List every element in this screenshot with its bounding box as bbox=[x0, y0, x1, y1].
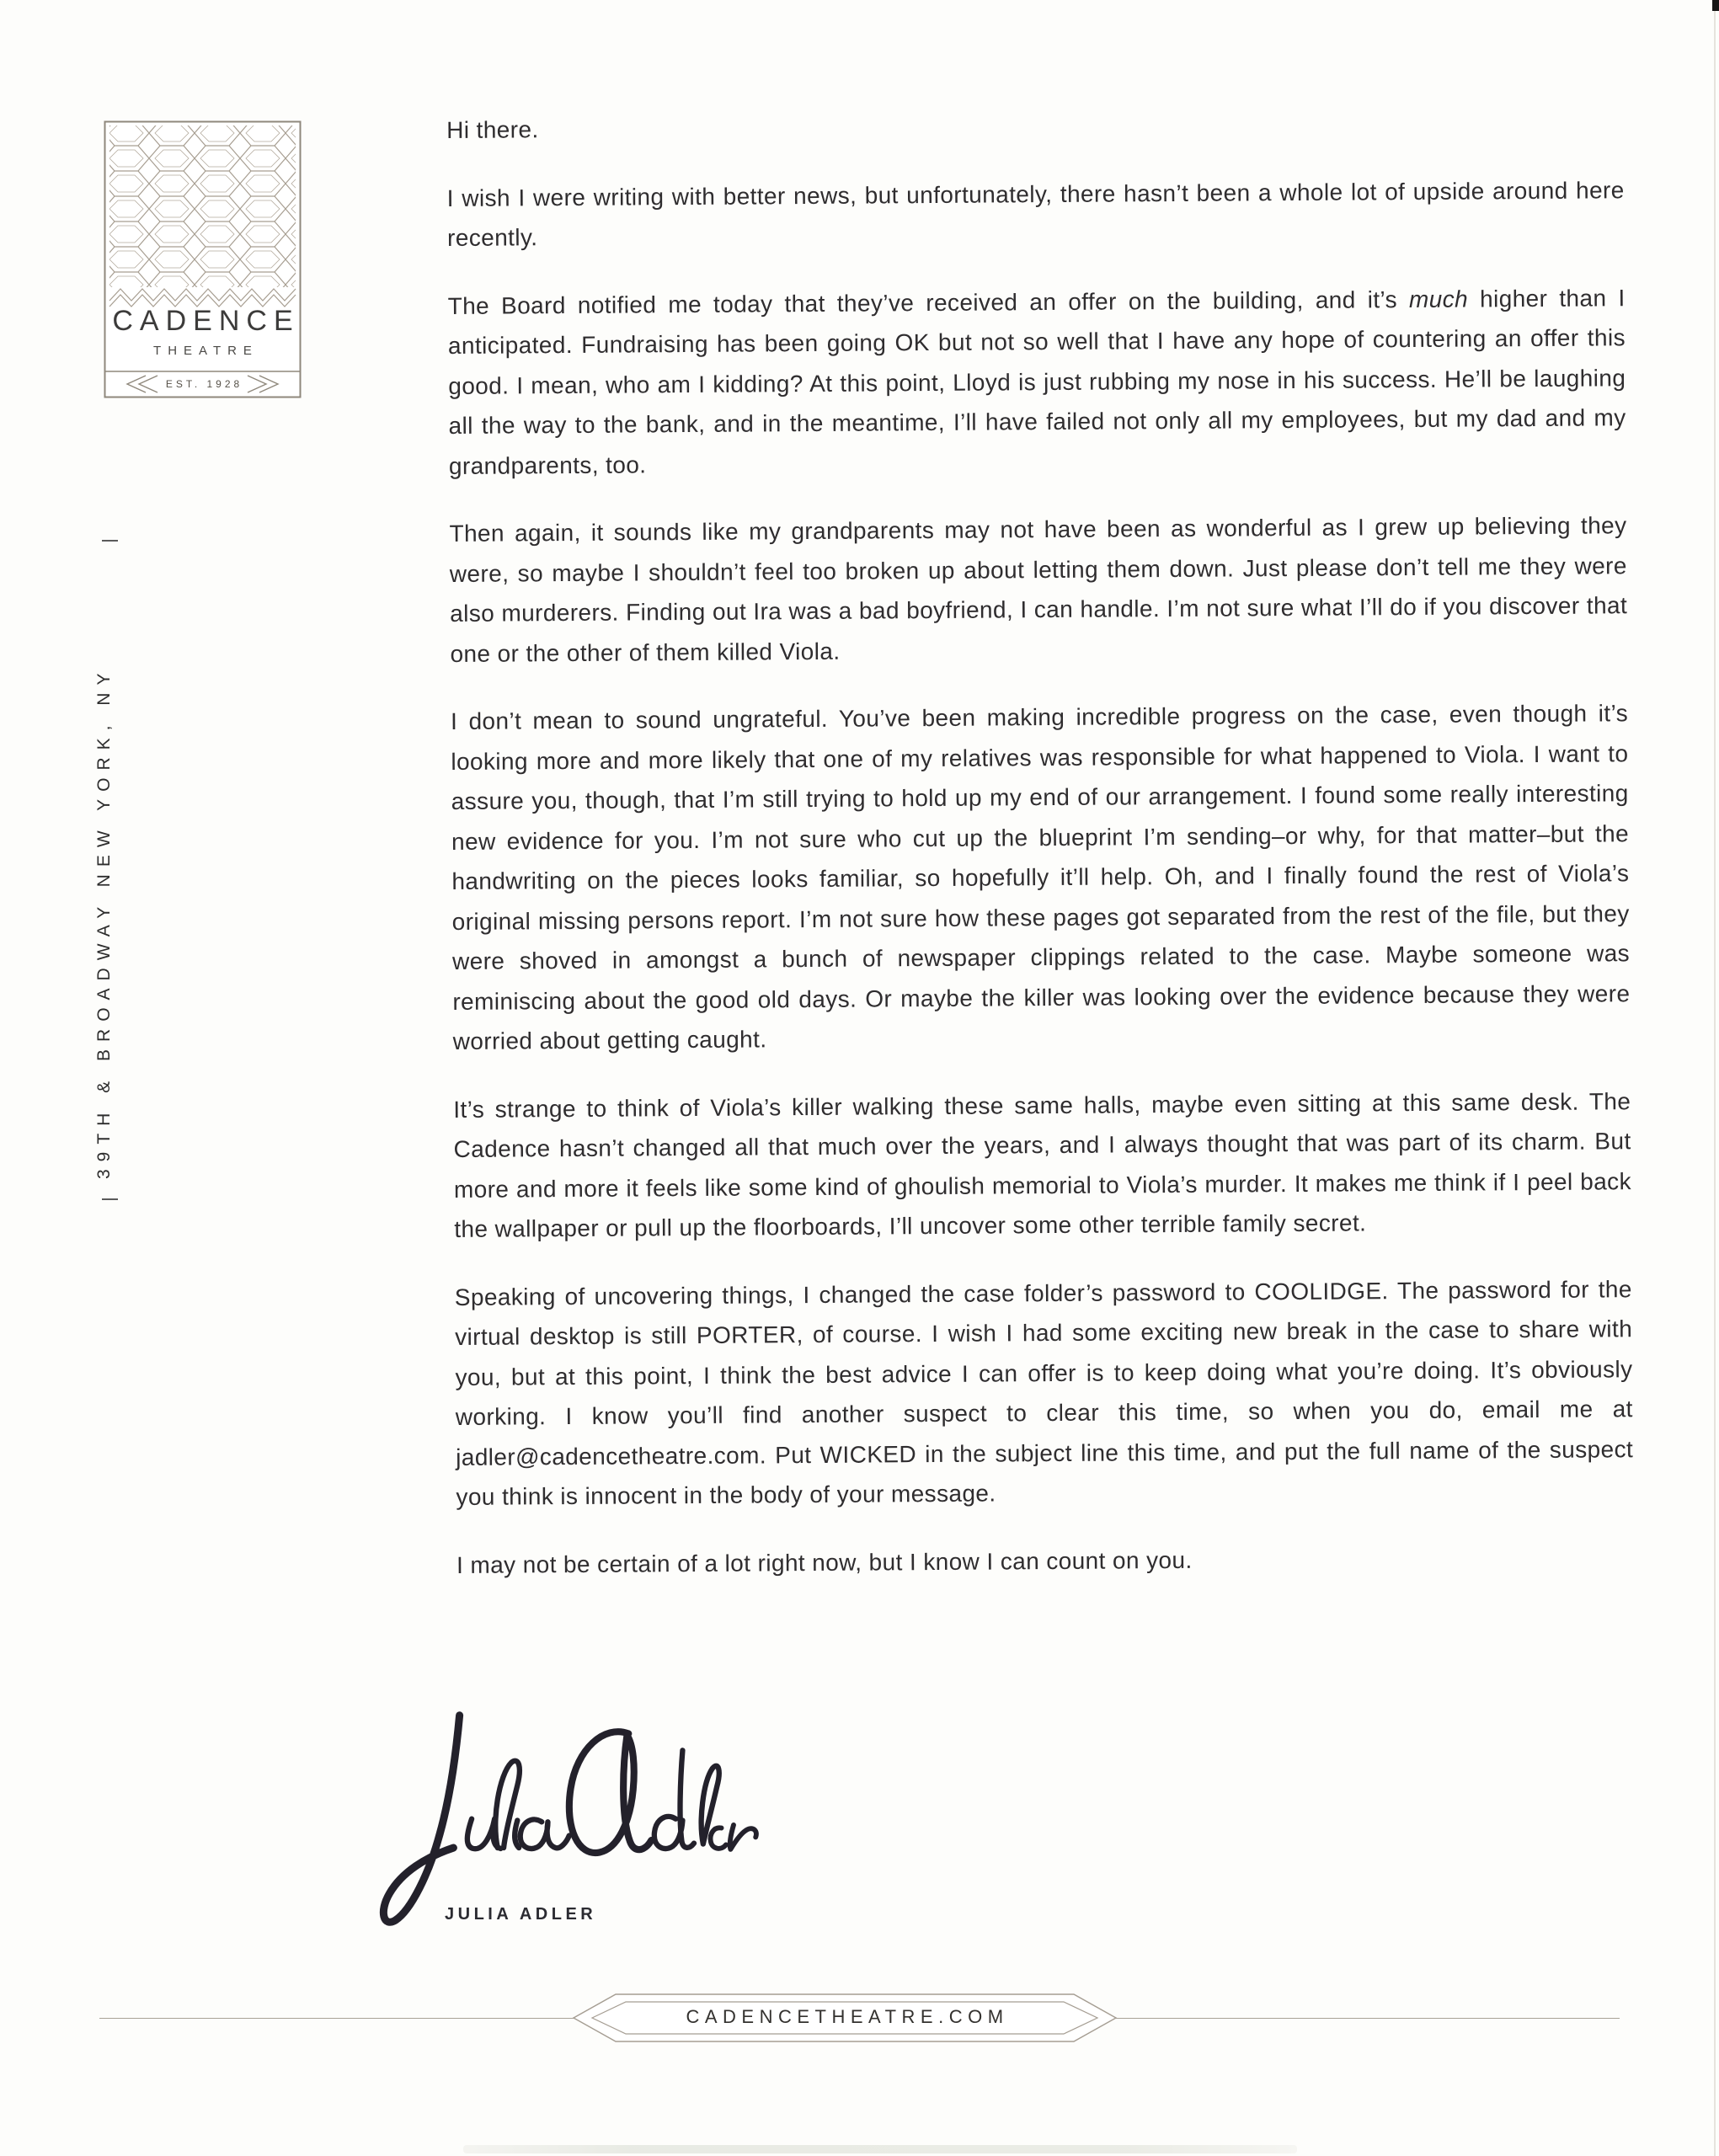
hex-pattern-icon bbox=[109, 125, 296, 287]
website-badge bbox=[567, 1991, 1123, 2045]
website-url: CADENCETHEATRE.COM bbox=[686, 2006, 1009, 2027]
paragraph: It’s strange to think of Viola’s killer walking these same halls, maybe even sitting at this same desk. The Cadence hasn’t changed all that much over the years, and I always thought that was part of its charm. But more and more it feels like some kind of ghoulish memorial to Viola’s murder. It makes me think if I peel back the wallpaper or pull up the floorboards, I’ll uncover some other terrible family secret. bbox=[453, 1087, 1632, 1242]
letter-greeting: Hi there. bbox=[446, 116, 539, 143]
logo-subtitle: THEATRE bbox=[153, 344, 259, 358]
signature-name: JULIA ADLER bbox=[445, 1905, 597, 1924]
paragraph: I wish I were writing with better news, but unfortunately, there hasn’t been a whole lot of upside around here recently. bbox=[446, 176, 1625, 251]
paragraph: I don’t mean to sound ungrateful. You’ve been making incredible progress on the case, even though it’s looking more and more likely that one of my relatives was responsible for what happened to Viola. I want to assure you, though, that I’m still trying to hold up my end of our arrangement. I found some really interesting new evidence for you. I’m not sure who cut up the blueprint I’m sending–or why, for that matter–but the handwriting on the pieces looks familiar, so hopefully it’ll help. Oh, and I finally found the rest of Viola’s original missing persons report. I’m not sure how these pages got separated from the rest of the file, but they were shoved in amongst a bunch of newspaper clippings related to the case. Maybe someone was reminiscing about the good old days. Or maybe the killer was looking over the evidence because they were worried about getting caught. bbox=[450, 700, 1631, 1054]
paragraph: The Board notified me today that they’ve received an offer on the building, and it’s much higher than I anticipated. Fundraising has been going OK but not so well that I have any hope of countering an offer this good. I mean, who am I kidding? At this point, Lloyd is just rubbing my nose in his success. He’ll be laughing all the way to the bank, and in the meantime, I’ll have failed not only all my employees, but my dad and my grandparents, too. bbox=[447, 284, 1626, 479]
letter-body bbox=[446, 102, 1634, 1613]
address-sidebar: 39TH & BROADWAY NEW YORK, NY bbox=[94, 665, 114, 1179]
paragraph: Speaking of uncovering things, I changed the case folder’s password to COOLIDGE. The password for the virtual desktop is still PORTER, of course. I wish I had some exciting new break in the case to share with you, but at this point, I think the best advice I can offer is to keep doing what you’re doing. It’s obviously working. I know you’ll find another suspect to clear this time, so when you do, email me at jadler@cadencetheatre.com. Put WICKED in the subject line this time, and put the full name of the suspect you think is innocent in the body of your message. bbox=[454, 1275, 1634, 1510]
scan-corner-mark bbox=[1712, 0, 1719, 11]
paragraph: Then again, it sounds like my grandparents may not have been as wonderful as I grew up believing they were, so maybe I shouldn’t feel too broken up about letting them down. Just please don’t tell me they were also murderers. Finding out Ira was a bad boyfriend, I can handle. I’m not sure what I’ll do if you discover that one or the other of them killed Viola. bbox=[449, 512, 1628, 667]
scan-bottom-smudge bbox=[463, 2145, 1297, 2153]
logo-name: CADENCE bbox=[112, 305, 300, 337]
letter-paragraphs bbox=[447, 170, 1635, 1585]
address-dash-bottom bbox=[102, 1198, 118, 1200]
logo-established: EST. 1928 bbox=[165, 378, 243, 390]
cadence-theatre-logo bbox=[104, 120, 302, 398]
paragraph: I may not be certain of a lot right now, but I know I can count on you. bbox=[456, 1546, 1193, 1578]
address-dash-top bbox=[102, 540, 118, 542]
scan-edge-line bbox=[1714, 0, 1716, 2156]
